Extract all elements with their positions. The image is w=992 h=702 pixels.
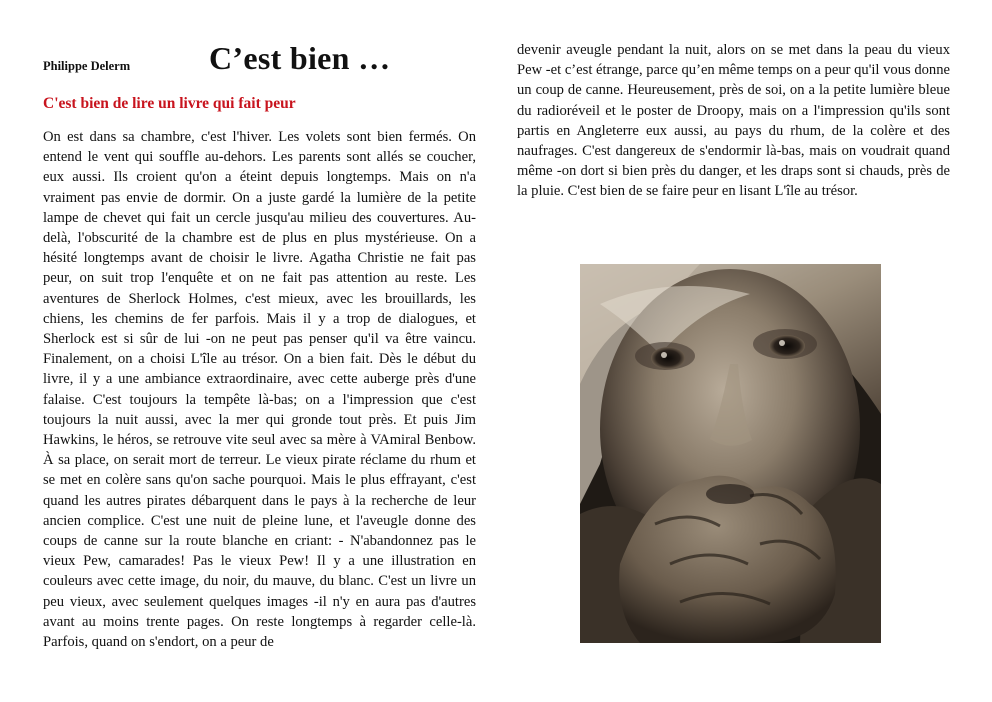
article-subtitle: C'est bien de lire un livre qui fait peur [43, 95, 296, 112]
page-title: C’est bien … [209, 40, 391, 76]
child-covering-mouth-photo [580, 264, 881, 643]
article-body-right-column: devenir aveugle pendant la nuit, alors on se met dans la peau du vieux Pew -et c’est étrange, parce qu’en même temps on a peur qu'il vous donne un coup de canne. Heureusement, près de soi, on a la petite lumière bleue du radioréveil et le poster de Droopy, mais on a l'impression qu'ils sont partis en Angleterre eux aussi, au pays du rhum, de la colère et des naufrages. C'est dangereux de s'endormir là-bas, mais on voudrait quand même -on dort si bien près du danger, et les draps sont si chauds, près de la pluie. C'est bien de se faire peur en lisant L'île au trésor. [517, 42, 950, 200]
author-name: Philippe Delerm [43, 59, 131, 73]
article-body-left-column: On est dans sa chambre, c'est l'hiver. Les volets sont bien fermés. On entend le vent qui souffle au-dehors. Les parents sont allés se coucher, eux aussi. Ils croient qu'on a éteint depuis longtemps. Mais on n'a vraiment pas envie de dormir. On a juste gardé la lumière de la petite lampe de chevet qui fait un cercle jusqu'au milieu des couvertures. Au-delà, l'obscurité de la chambre est de plus en plus mystérieuse. On a hésité longtemps avant de choisir le livre. Agatha Christie ne fait pas peur, on suit trop l'enquête et on ne fait pas attention au reste. Les aventures de Sherlock Holmes, c'est mieux, avec les brouillards, les chiens, les chemins de fer parfois. Mais il y a trop de dialogues, et Sherlock est si sûr de lui -on ne peut pas penser qu'il va être vaincu. Finalement, on a choisi L'île au trésor. On a bien fait. Dès le début du livre, il y a une ambiance extraordinaire, avec cette auberge près d'une falaise. C'est toujours la tempête là-bas; on a l'impression que c'est toujours la nuit aussi, avec la mer qui gronde tout près. Et puis Jim Hawkins, le héros, se retrouve vite seul avec sa mère à VAmiral Benbow. À sa place, on serait mort de terreur. Le vieux pirate réclame du rhum et se met en colère sans qu'on sache pourquoi. Mais le plus effrayant, c'est quand les autres pirates débarquent dans le pays à la recherche de leur ancien complice. C'est une nuit de pleine lune, et l'aveugle donne des coups de canne sur la route blanche en criant: - N'abandonnez pas le vieux Pew, camarades! Pas le vieux Pew! Il y a une illustration en couleurs avec cette image, du noir, du mauve, du blanc. C'est un livre un peu vieux, avec seulement quelques images -il n'y en aura pas d'autres avant au moins trente pages. On reste longtemps à regarder celle-là. Parfois, quand on s'endort, on a peur de [43, 129, 476, 651]
